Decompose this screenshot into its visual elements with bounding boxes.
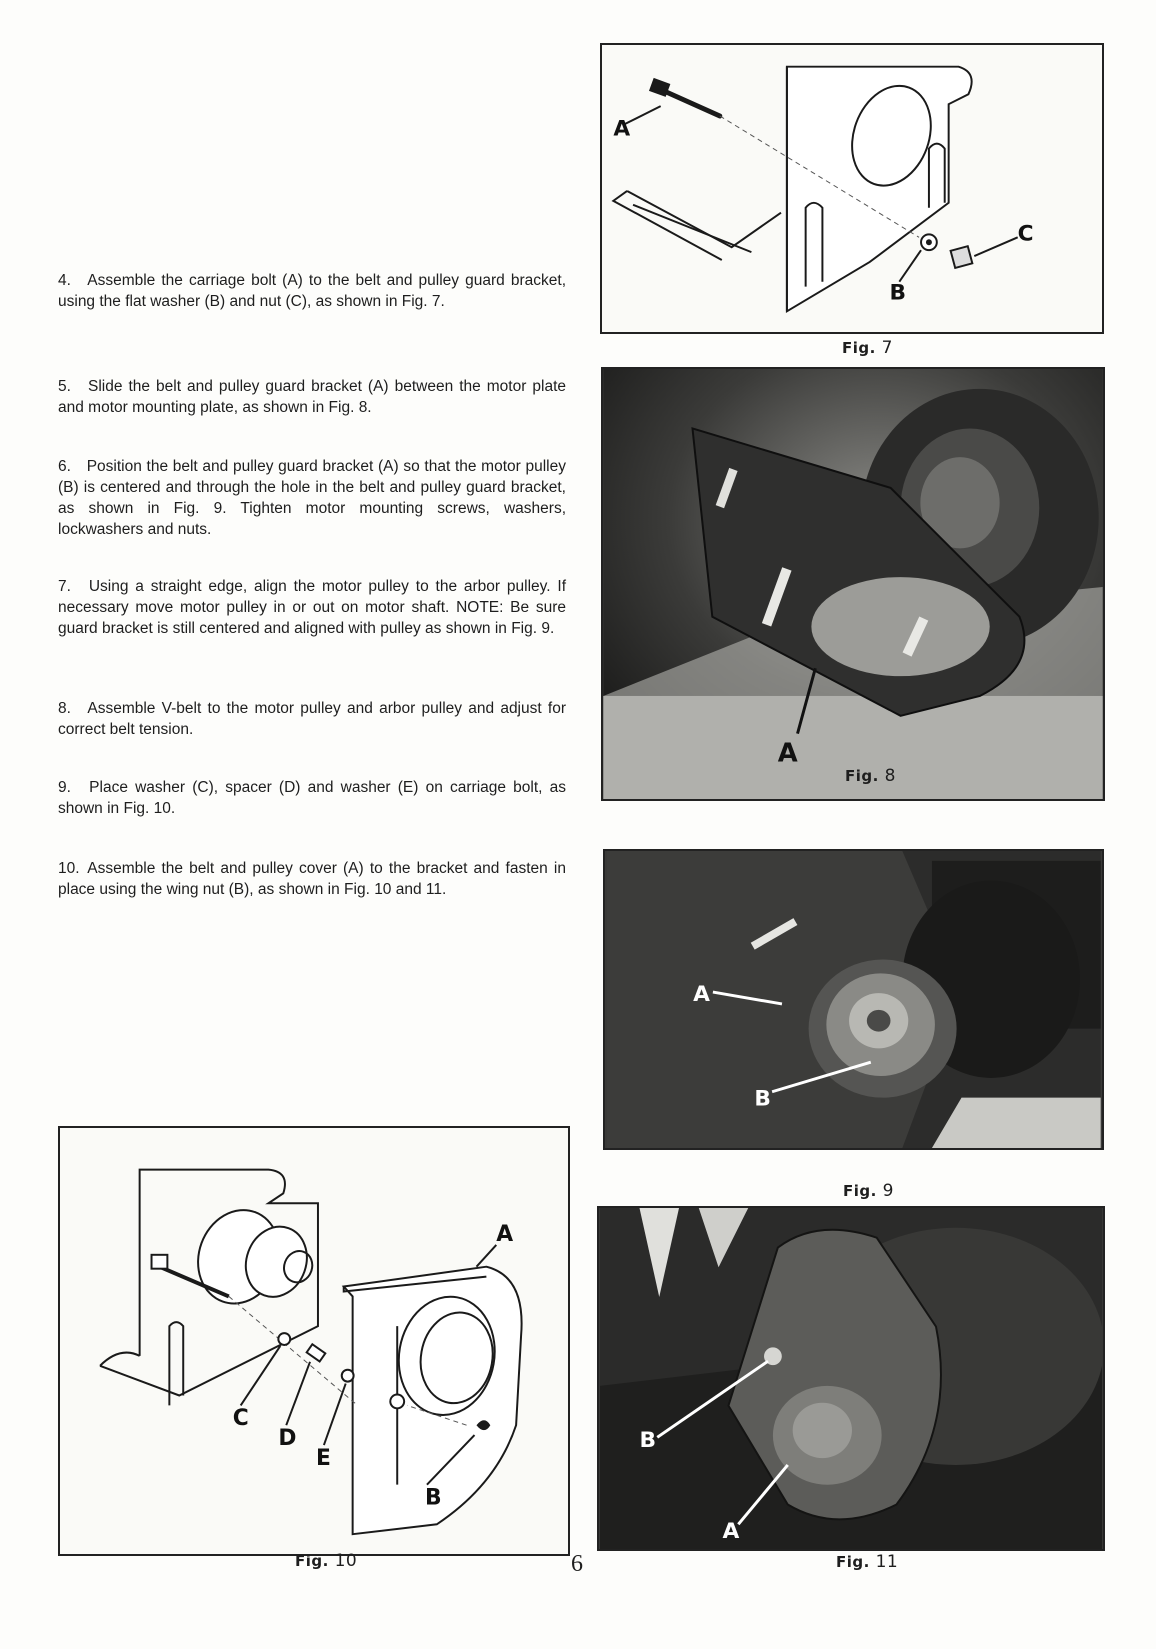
fig9-label-a: A — [693, 981, 710, 1007]
step-6 — [58, 456, 566, 540]
step-9 — [58, 777, 566, 819]
step-number: 4. — [58, 272, 71, 289]
caption-prefix: Fig. — [845, 767, 879, 785]
step-text: Assemble the carriage bolt (A) to the belt and pulley guard bracket, using the flat washer (B) and nut (C), as shown in Fig. 7. — [58, 272, 566, 310]
step-number: 5. — [58, 378, 71, 395]
caption-prefix: Fig. — [836, 1553, 870, 1571]
fig10-caption — [295, 1551, 357, 1571]
caption-number: 9 — [882, 1181, 894, 1201]
caption-number: 11 — [875, 1552, 899, 1572]
step-number: 6. — [58, 458, 71, 475]
step-text: Using a straight edge, align the motor pulley to the arbor pulley. If necessary move motor pulley in or out on motor shaft. NOTE: Be sure guard bracket is still centered and aligned with pulley as shown in Fig. 9. — [58, 578, 566, 637]
caption-number: 8 — [884, 766, 896, 786]
fig10-label-d: D — [278, 1426, 297, 1452]
fig9-photo — [605, 851, 1102, 1148]
fig7-label-b: B — [889, 280, 907, 306]
fig7-illustration — [602, 45, 1102, 332]
caption-number: 10 — [334, 1551, 358, 1571]
figure-9 — [603, 849, 1104, 1150]
step-number: 10. — [58, 860, 80, 877]
step-4 — [58, 270, 566, 312]
fig10-label-b: B — [424, 1485, 442, 1511]
fig11-photo — [599, 1208, 1103, 1549]
fig8-caption — [845, 766, 896, 786]
fig11-caption — [836, 1552, 898, 1572]
fig8-label-a: A — [777, 738, 798, 769]
step-10 — [58, 858, 566, 900]
step-text: Assemble the belt and pulley cover (A) to the bracket and fasten in place using the wing nut (B), as shown in Fig. 10 and 11. — [58, 860, 566, 898]
fig10-label-e: E — [315, 1445, 331, 1471]
step-8 — [58, 698, 566, 740]
caption-prefix: Fig. — [843, 1182, 877, 1200]
fig10-illustration — [60, 1128, 568, 1554]
fig11-label-a: A — [722, 1519, 740, 1545]
fig10-label-c: C — [232, 1406, 249, 1432]
step-number: 9. — [58, 779, 71, 796]
fig11-label-b: B — [639, 1428, 657, 1454]
figure-11 — [597, 1206, 1105, 1551]
fig7-label-c: C — [1017, 221, 1034, 247]
figure-7 — [600, 43, 1104, 334]
page-number: 6 — [571, 1551, 583, 1577]
step-5 — [58, 376, 566, 418]
step-number: 7. — [58, 578, 71, 595]
step-7 — [58, 576, 566, 639]
caption-number: 7 — [881, 338, 893, 358]
caption-prefix: Fig. — [295, 1552, 329, 1570]
step-text: Slide the belt and pulley guard bracket (A) between the motor plate and motor mounting plate, as shown in Fig. 8. — [58, 378, 566, 416]
caption-prefix: Fig. — [842, 339, 876, 357]
fig10-label-a: A — [496, 1221, 514, 1247]
step-text: Assemble V-belt to the motor pulley and arbor pulley and adjust for correct belt tension. — [58, 700, 566, 738]
fig7-caption — [842, 338, 893, 358]
step-text: Position the belt and pulley guard bracket (A) so that the motor pulley (B) is centered and through the hole in the belt and pulley guard bracket, as shown in Fig. 9. Tighten motor mounting screws, washers, lockwashers and nuts. — [58, 458, 566, 538]
step-text: Place washer (C), spacer (D) and washer (E) on carriage bolt, as shown in Fig. 10. — [58, 779, 566, 817]
figure-8 — [601, 367, 1105, 801]
fig9-label-b: B — [754, 1086, 771, 1112]
fig9-caption — [843, 1181, 894, 1201]
fig7-label-a: A — [613, 116, 631, 142]
fig8-photo — [603, 369, 1103, 799]
figure-10 — [58, 1126, 570, 1556]
step-number: 8. — [58, 700, 71, 717]
